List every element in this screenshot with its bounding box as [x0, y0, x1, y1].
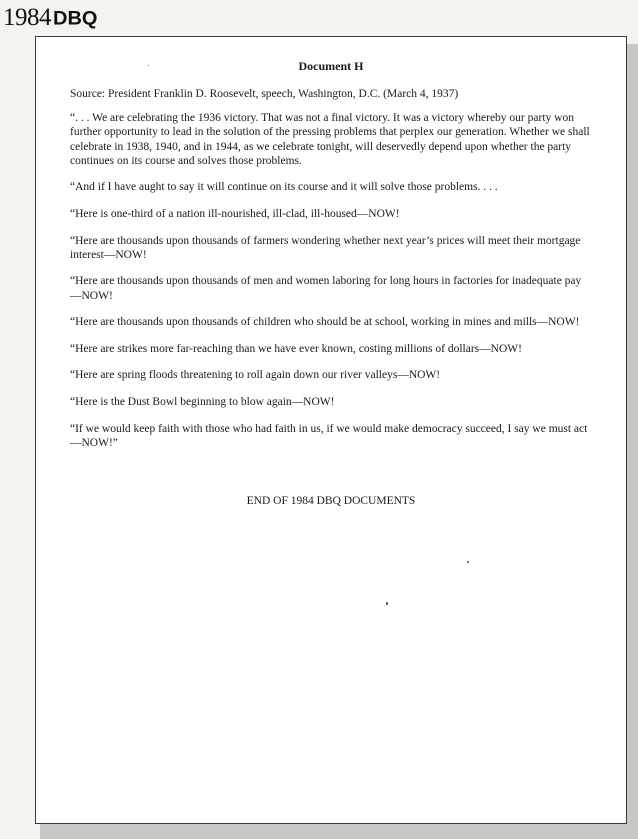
speech-paragraph: “Here are thousands upon thousands of children who should be at school, working in mines and mills—NOW!	[70, 316, 580, 329]
speech-paragraph: “And if I have aught to say it will continue on its course and it will solve those problems. . . .	[70, 181, 498, 194]
end-of-documents-note: END OF 1984 DBQ DOCUMENTS	[246, 495, 416, 507]
document-source: Source: President Franklin D. Roosevelt, speech, Washington, D.C. (March 4, 1937)	[70, 88, 459, 100]
document-title: Document H	[298, 59, 364, 73]
scan-speck	[148, 65, 149, 66]
speech-paragraph: “Here are spring floods threatening to roll again down our river valleys—NOW!	[70, 369, 441, 382]
speech-paragraph: “Here is the Dust Bowl beginning to blow again—NOW!	[70, 395, 335, 408]
dbq-logo: DBQ	[53, 8, 98, 30]
header-year: 1984	[3, 4, 51, 31]
speech-paragraph: “Here are strikes more far-reaching than we have ever known, costing millions of dollars—NOW!	[70, 342, 522, 355]
speech-paragraph: “Here is one-third of a nation ill-nourished, ill-clad, ill-housed—NOW!	[70, 208, 400, 220]
speech-paragraph: “If we would keep faith with those who had faith in us, if we would make democracy succeed, I say we must act—NOW!”	[70, 422, 588, 449]
speech-paragraph: “Here are thousands upon thousands of men and women laboring for long hours in factories for inadequate pay—NOW!	[70, 275, 582, 302]
speech-paragraph: “. . . We are celebrating the 1936 victory. That was not a final victory. It was a victory whereby our party won further opportunity to lead in the solution of the pressing problems that perplex our generation. Whether we shall celebrate in 1938, 1940, and in 1944, as we celebrate tonight, will deservedly depend upon whether the party continues on its course and solves those problems.	[70, 112, 590, 167]
scan-speck	[467, 561, 469, 563]
document-frame	[35, 36, 627, 824]
header-tag	[3, 4, 97, 32]
speech-paragraph: “Here are thousands upon thousands of farmers wondering whether next year’s prices will meet their mortgage interest—NOW!	[70, 234, 581, 261]
document-body	[70, 87, 590, 462]
scan-speck	[386, 602, 388, 605]
